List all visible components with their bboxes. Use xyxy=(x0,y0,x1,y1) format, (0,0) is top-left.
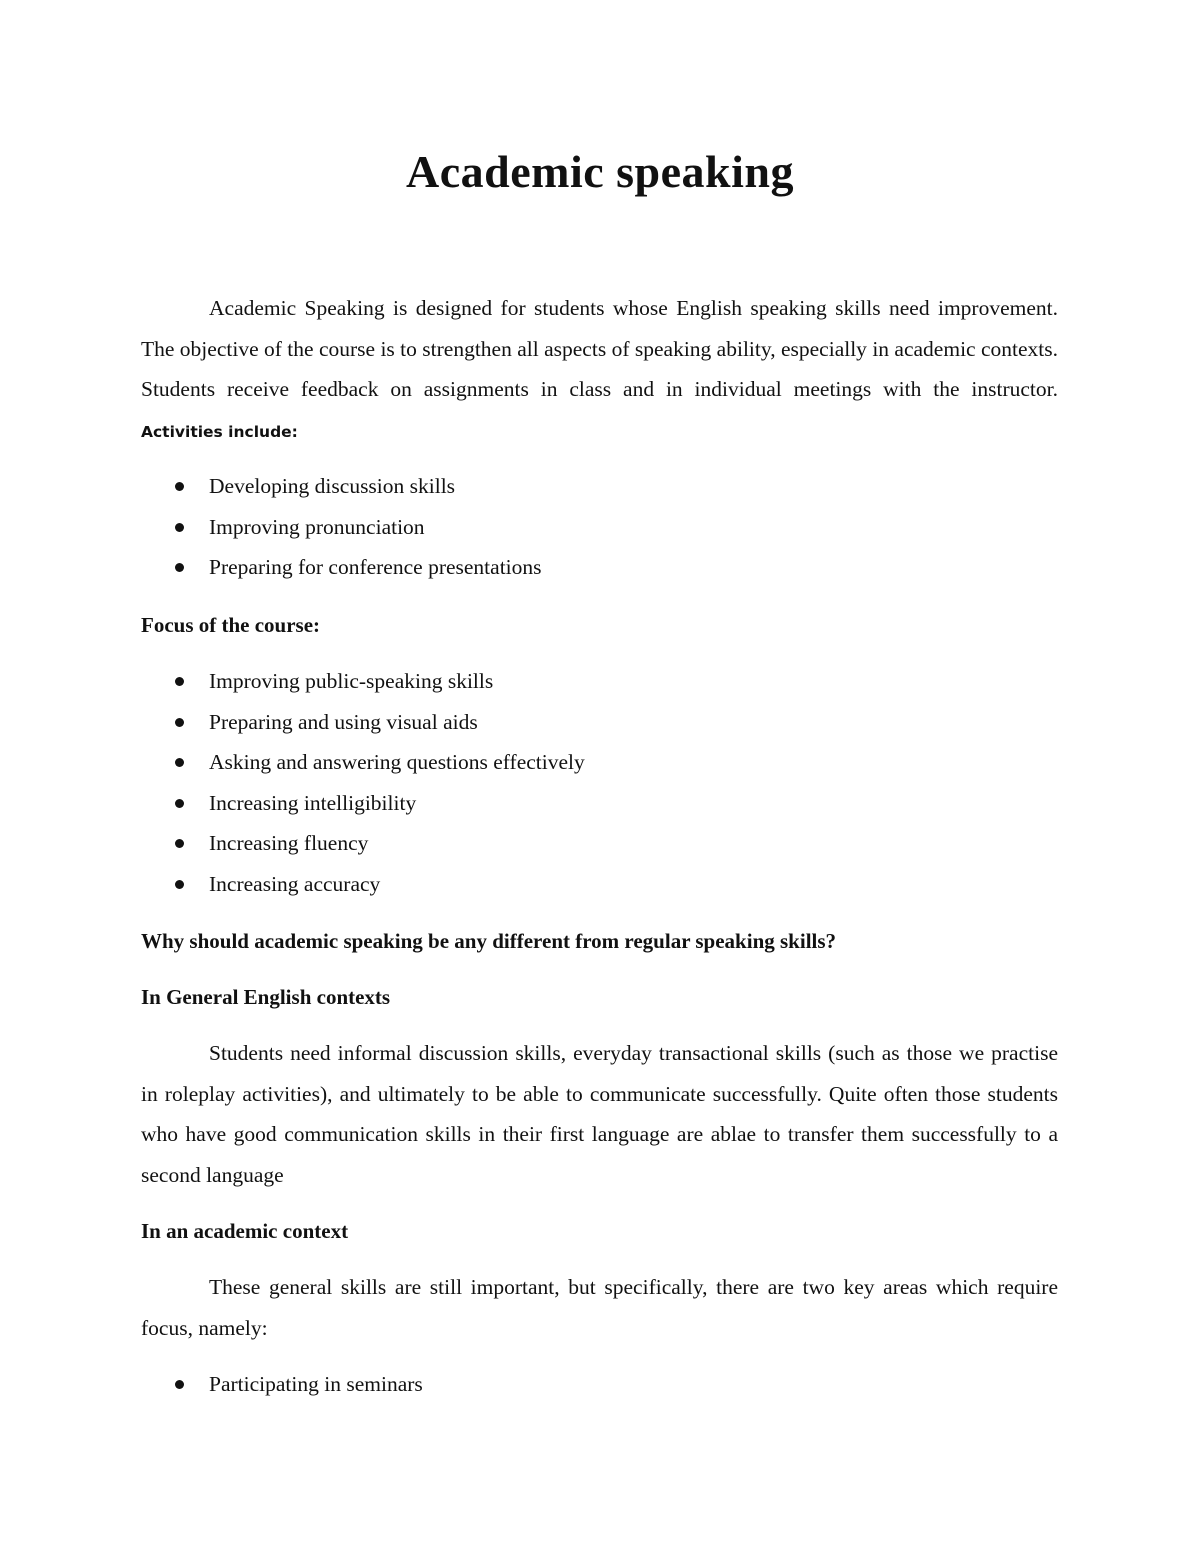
bullet-icon xyxy=(175,880,184,889)
list-item-text: Preparing and using visual aids xyxy=(209,709,478,734)
bullet-icon xyxy=(175,758,184,767)
list-item xyxy=(141,742,1058,783)
activities-list xyxy=(141,466,1058,588)
list-item-text: Increasing accuracy xyxy=(209,871,381,896)
list-item-text: Increasing intelligibility xyxy=(209,790,417,815)
list-item-text: Preparing for conference presentations xyxy=(209,555,542,579)
intro-text: Academic Speaking is designed for students whose English speaking skills need improvement. The objective of the course is to strengthen all aspects of speaking ability, especially in academic contexts. Students receive feedback on assignments in class and in individual meetings with the instructor. xyxy=(141,296,1058,401)
list-item xyxy=(141,702,1058,743)
list-item xyxy=(141,466,1058,507)
general-paragraph: Students need informal discussion skills, everyday transactional skills (such as those we practise in roleplay activities), and ultimately to be able to communicate successfully. Quite often those students who have good communication skills in their first language are ablae to transfer them successfully to a second language xyxy=(141,1041,1058,1187)
intro-paragraph xyxy=(141,288,1058,452)
list-item-text: Increasing fluency xyxy=(209,831,369,855)
focus-heading: Focus of the course: xyxy=(141,613,321,637)
bullet-icon xyxy=(175,677,184,686)
bullet-icon xyxy=(175,799,184,808)
list-item xyxy=(141,507,1058,548)
document-title: Academic speaking xyxy=(406,146,794,197)
bullet-icon xyxy=(175,839,184,848)
bullet-icon xyxy=(175,482,184,491)
list-item-text: Asking and answering questions effectively xyxy=(209,750,585,774)
list-item-text: Participating in seminars xyxy=(209,1372,423,1396)
list-item xyxy=(141,1364,1058,1405)
general-heading: In General English contexts xyxy=(141,985,391,1009)
focus-list xyxy=(141,661,1058,904)
list-item xyxy=(141,783,1058,824)
academic-list xyxy=(141,1364,1058,1405)
academic-paragraph: These general skills are still important, but specifically, there are two key areas which require focus, namely: xyxy=(141,1275,1058,1340)
list-item xyxy=(141,823,1058,864)
list-item xyxy=(141,547,1058,588)
question-heading: Why should academic speaking be any different from regular speaking skills? xyxy=(141,929,837,953)
list-item-text: Developing discussion skills xyxy=(209,474,456,498)
bullet-icon xyxy=(175,718,184,727)
academic-heading: In an academic context xyxy=(141,1219,349,1243)
bullet-icon xyxy=(175,1380,184,1389)
list-item xyxy=(141,661,1058,702)
list-item xyxy=(141,864,1058,905)
bullet-icon xyxy=(175,563,184,572)
list-item-text: Improving pronunciation xyxy=(209,514,425,539)
list-item-text: Improving public-speaking skills xyxy=(209,669,494,693)
activities-label: Activities include: xyxy=(141,422,298,441)
bullet-icon xyxy=(175,523,184,532)
